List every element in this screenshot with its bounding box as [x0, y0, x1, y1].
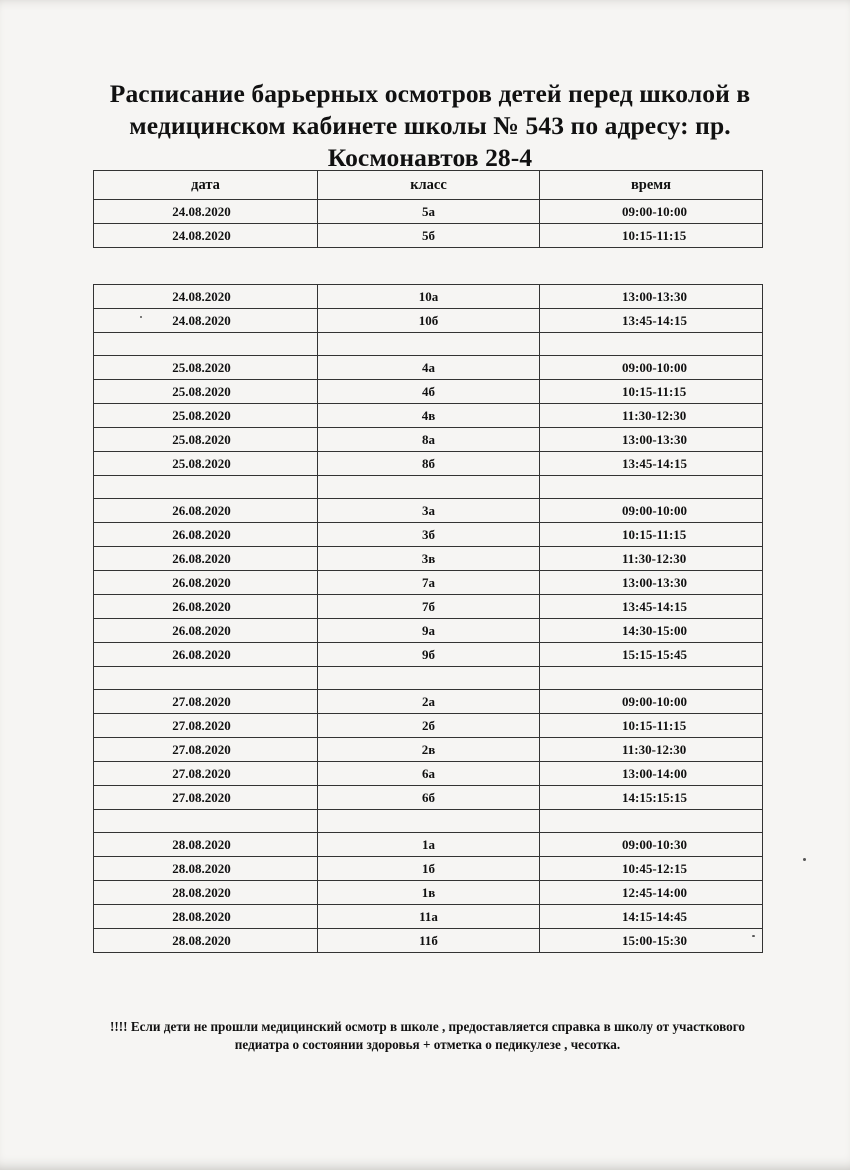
cell-date: 28.08.2020: [94, 857, 318, 881]
cell-date: 28.08.2020: [94, 905, 318, 929]
cell-time: 13:45-14:15: [540, 595, 763, 619]
cell-date: 26.08.2020: [94, 643, 318, 667]
cell-time: 14:15-14:45: [540, 905, 763, 929]
cell-class: 8б: [318, 452, 540, 476]
cell-class: 11а: [318, 905, 540, 929]
cell-time: 12:45-14:00: [540, 881, 763, 905]
cell-class: 6а: [318, 762, 540, 786]
cell-class: 2в: [318, 738, 540, 762]
cell-class: 3в: [318, 547, 540, 571]
cell-time: 11:30-12:30: [540, 547, 763, 571]
table-row: [94, 857, 763, 881]
table-row: [94, 762, 763, 786]
schedule-table: [93, 170, 763, 953]
table-row: [94, 380, 763, 404]
table-row: [94, 356, 763, 380]
cell-class: 2б: [318, 714, 540, 738]
cell-time: 09:00-10:00: [540, 690, 763, 714]
cell-time: 14:15:15:15: [540, 786, 763, 810]
cell-date: 25.08.2020: [94, 380, 318, 404]
cell-time: 09:00-10:00: [540, 499, 763, 523]
table-row: [94, 714, 763, 738]
cell-time: 09:00-10:30: [540, 833, 763, 857]
cell-date: 27.08.2020: [94, 714, 318, 738]
table-row: [94, 690, 763, 714]
cell-time: 13:45-14:15: [540, 452, 763, 476]
table-row: [94, 309, 763, 333]
table-row: [94, 595, 763, 619]
table-row: [94, 833, 763, 857]
table-row: [94, 224, 763, 248]
footnote: !!!! Если дети не прошли медицинский осмотр в школе , предоставляется справка в школу от участкового педиатра о состоянии здоровья + отметка о педикулезе , чесотка.: [110, 1019, 745, 1052]
table-row: [94, 428, 763, 452]
table-row: [94, 499, 763, 523]
cell-time: 10:15-11:15: [540, 224, 763, 248]
blank-row: [94, 333, 763, 356]
cell-class: 5б: [318, 224, 540, 248]
cell-class: 9б: [318, 643, 540, 667]
cell-time: 10:15-11:15: [540, 380, 763, 404]
table-row: [94, 200, 763, 224]
cell-date: 26.08.2020: [94, 619, 318, 643]
table-row: [94, 905, 763, 929]
table-row: [94, 619, 763, 643]
cell-time: 09:00-10:00: [540, 356, 763, 380]
cell-date: 27.08.2020: [94, 738, 318, 762]
cell-date: 25.08.2020: [94, 356, 318, 380]
cell-time: 11:30-12:30: [540, 738, 763, 762]
cell-class: 6б: [318, 786, 540, 810]
cell-class: 7б: [318, 595, 540, 619]
page-title: Расписание барьерных осмотров детей перед школой в медицинском кабинете школы № 543 по адресу: пр. Космонавтов 28-4: [109, 79, 751, 172]
cell-class: 4б: [318, 380, 540, 404]
cell-date: 27.08.2020: [94, 786, 318, 810]
cell-class: 1б: [318, 857, 540, 881]
cell-date: 28.08.2020: [94, 881, 318, 905]
cell-date: 25.08.2020: [94, 404, 318, 428]
cell-date: 24.08.2020: [94, 200, 318, 224]
cell-class: 7а: [318, 571, 540, 595]
table-row: [94, 881, 763, 905]
cell-class: 3а: [318, 499, 540, 523]
cell-date: 26.08.2020: [94, 523, 318, 547]
table-row: [94, 404, 763, 428]
cell-time: 13:45-14:15: [540, 309, 763, 333]
scan-speck: [803, 858, 806, 861]
page-gap-row: [94, 248, 763, 285]
scan-speck: [752, 935, 755, 937]
cell-class: 4в: [318, 404, 540, 428]
table-row: [94, 786, 763, 810]
cell-class: 8а: [318, 428, 540, 452]
table-row: [94, 285, 763, 309]
table-header-row: [94, 171, 763, 200]
cell-time: 15:15-15:45: [540, 643, 763, 667]
cell-time: 10:45-12:15: [540, 857, 763, 881]
cell-class: 10а: [318, 285, 540, 309]
cell-time: 09:00-10:00: [540, 200, 763, 224]
blank-row: [94, 476, 763, 499]
cell-time: 13:00-13:30: [540, 428, 763, 452]
cell-date: 25.08.2020: [94, 428, 318, 452]
cell-class: 1в: [318, 881, 540, 905]
cell-class: 5а: [318, 200, 540, 224]
cell-time: 13:00-13:30: [540, 285, 763, 309]
cell-class: 1а: [318, 833, 540, 857]
cell-time: 14:30-15:00: [540, 619, 763, 643]
cell-class: 10б: [318, 309, 540, 333]
cell-date: 28.08.2020: [94, 833, 318, 857]
table-row: [94, 738, 763, 762]
cell-class: 4а: [318, 356, 540, 380]
table-row: [94, 643, 763, 667]
table-row: [94, 929, 763, 953]
table-row: [94, 571, 763, 595]
header-date: дата: [94, 171, 318, 200]
cell-date: 27.08.2020: [94, 690, 318, 714]
table-row: [94, 523, 763, 547]
cell-class: 3б: [318, 523, 540, 547]
scan-speck: [140, 316, 142, 318]
blank-row: [94, 667, 763, 690]
header-class: класс: [318, 171, 540, 200]
cell-date: 26.08.2020: [94, 547, 318, 571]
cell-date: 24.08.2020: [94, 309, 318, 333]
cell-time: 13:00-13:30: [540, 571, 763, 595]
cell-time: 10:15-11:15: [540, 714, 763, 738]
table-row: [94, 547, 763, 571]
cell-date: 28.08.2020: [94, 929, 318, 953]
cell-class: 9а: [318, 619, 540, 643]
blank-row: [94, 810, 763, 833]
cell-class: 2а: [318, 690, 540, 714]
cell-date: 26.08.2020: [94, 571, 318, 595]
cell-date: 25.08.2020: [94, 452, 318, 476]
cell-date: 24.08.2020: [94, 224, 318, 248]
cell-class: 11б: [318, 929, 540, 953]
cell-date: 26.08.2020: [94, 595, 318, 619]
cell-time: 15:00-15:30: [540, 929, 763, 953]
cell-date: 27.08.2020: [94, 762, 318, 786]
header-time: время: [540, 171, 763, 200]
table-row: [94, 452, 763, 476]
cell-time: 11:30-12:30: [540, 404, 763, 428]
cell-time: 13:00-14:00: [540, 762, 763, 786]
cell-time: 10:15-11:15: [540, 523, 763, 547]
cell-date: 26.08.2020: [94, 499, 318, 523]
cell-date: 24.08.2020: [94, 285, 318, 309]
